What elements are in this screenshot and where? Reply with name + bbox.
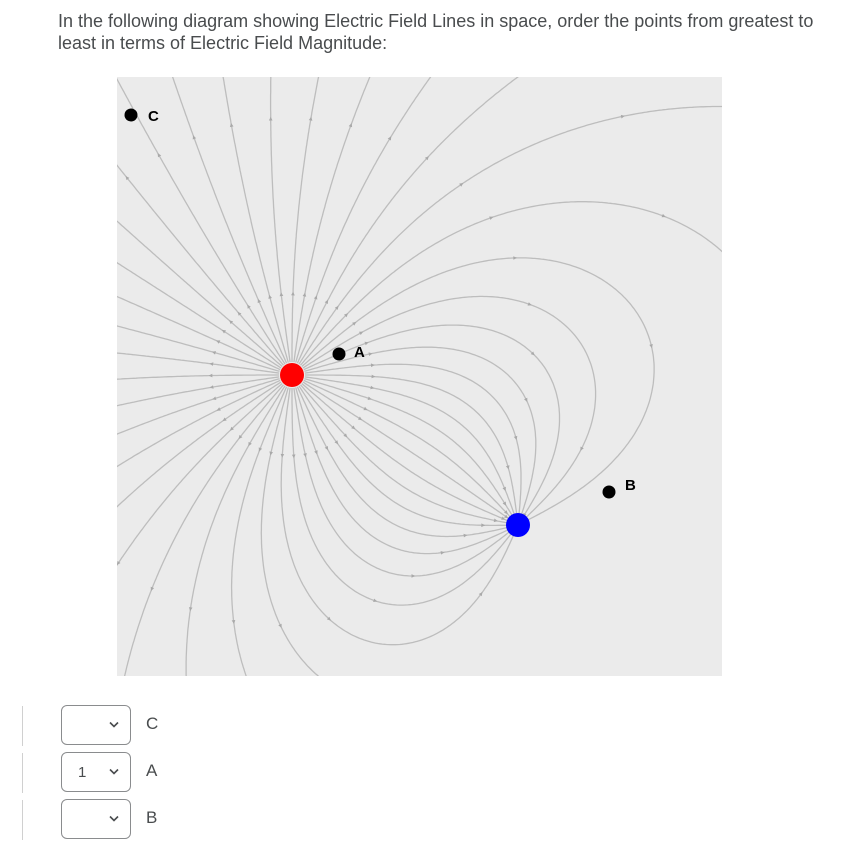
field-arrow (528, 302, 532, 305)
negative-charge (506, 513, 530, 537)
field-line (305, 379, 514, 517)
reorder-handle[interactable] (0, 705, 54, 747)
field-arrow (291, 292, 295, 296)
field-line (294, 388, 511, 576)
field-line (299, 386, 507, 526)
field-line (297, 77, 526, 363)
electric-field-diagram (117, 77, 722, 676)
field-line (271, 77, 291, 362)
answer-label: B (146, 808, 158, 827)
field-arrows (117, 115, 666, 628)
field-line (292, 77, 320, 362)
field-line (117, 382, 281, 512)
point-c-label: C (148, 108, 159, 125)
point-a-label: A (354, 344, 365, 361)
point-b-label: B (625, 477, 636, 494)
field-line (297, 387, 508, 537)
field-line (299, 107, 722, 365)
field-arrow (368, 397, 372, 401)
reorder-handle[interactable] (0, 799, 54, 841)
field-line (302, 258, 654, 520)
field-arrow (371, 363, 375, 367)
field-arrow (365, 342, 369, 345)
field-line (261, 388, 325, 677)
field-line (117, 375, 279, 380)
reorder-handle[interactable] (0, 752, 54, 794)
field-arrow (412, 574, 416, 578)
field-line (301, 202, 723, 366)
positive-charge (280, 363, 304, 387)
field-arrow (212, 397, 216, 401)
field-line (303, 382, 510, 520)
question-text: In the following diagram showing Electric Field Lines in space, order the points from greatest to least in terms of Electric Field Magnitude: (58, 11, 814, 53)
field-arrow (269, 117, 273, 121)
field-line (123, 385, 283, 676)
field-arrow (513, 256, 517, 260)
point-b-dot (603, 486, 616, 499)
field-line (305, 347, 536, 515)
field-arrow (489, 217, 493, 220)
field-line (117, 215, 282, 366)
answer-row (0, 705, 400, 747)
field-line (292, 388, 511, 605)
answer-row (0, 752, 400, 794)
chevron-down-icon (109, 815, 119, 823)
field-line (117, 352, 279, 373)
field-arrow (314, 295, 317, 299)
field-arrow (292, 454, 296, 458)
field-lines (117, 77, 722, 676)
field-line (117, 77, 285, 364)
point-a-dot (333, 348, 346, 361)
field-line (301, 385, 509, 523)
field-line (302, 384, 510, 522)
field-line (117, 384, 282, 575)
field-lines-canvas (117, 77, 722, 676)
rank-select-value: 1 (78, 764, 87, 781)
answer-label: A (146, 761, 158, 780)
field-arrow (349, 123, 352, 127)
answer-row (0, 799, 400, 841)
field-arrow (281, 454, 285, 458)
field-line (232, 387, 287, 676)
point-c-dot (125, 109, 138, 122)
answer-label: C (146, 714, 159, 733)
rank-select[interactable] (61, 752, 131, 792)
field-arrow (373, 599, 377, 602)
rank-select[interactable] (61, 705, 131, 745)
field-arrow (481, 523, 485, 527)
field-arrow (209, 374, 213, 378)
field-line (305, 364, 521, 514)
chevron-down-icon (109, 721, 119, 729)
field-line (296, 77, 436, 363)
answer-list (0, 700, 846, 834)
field-line (117, 380, 280, 470)
field-line (222, 77, 288, 363)
field-line (117, 259, 281, 368)
field-line (117, 324, 280, 371)
rank-select[interactable] (61, 799, 131, 839)
field-line (117, 159, 284, 365)
chevron-down-icon (109, 768, 119, 776)
field-arrow (372, 375, 376, 379)
